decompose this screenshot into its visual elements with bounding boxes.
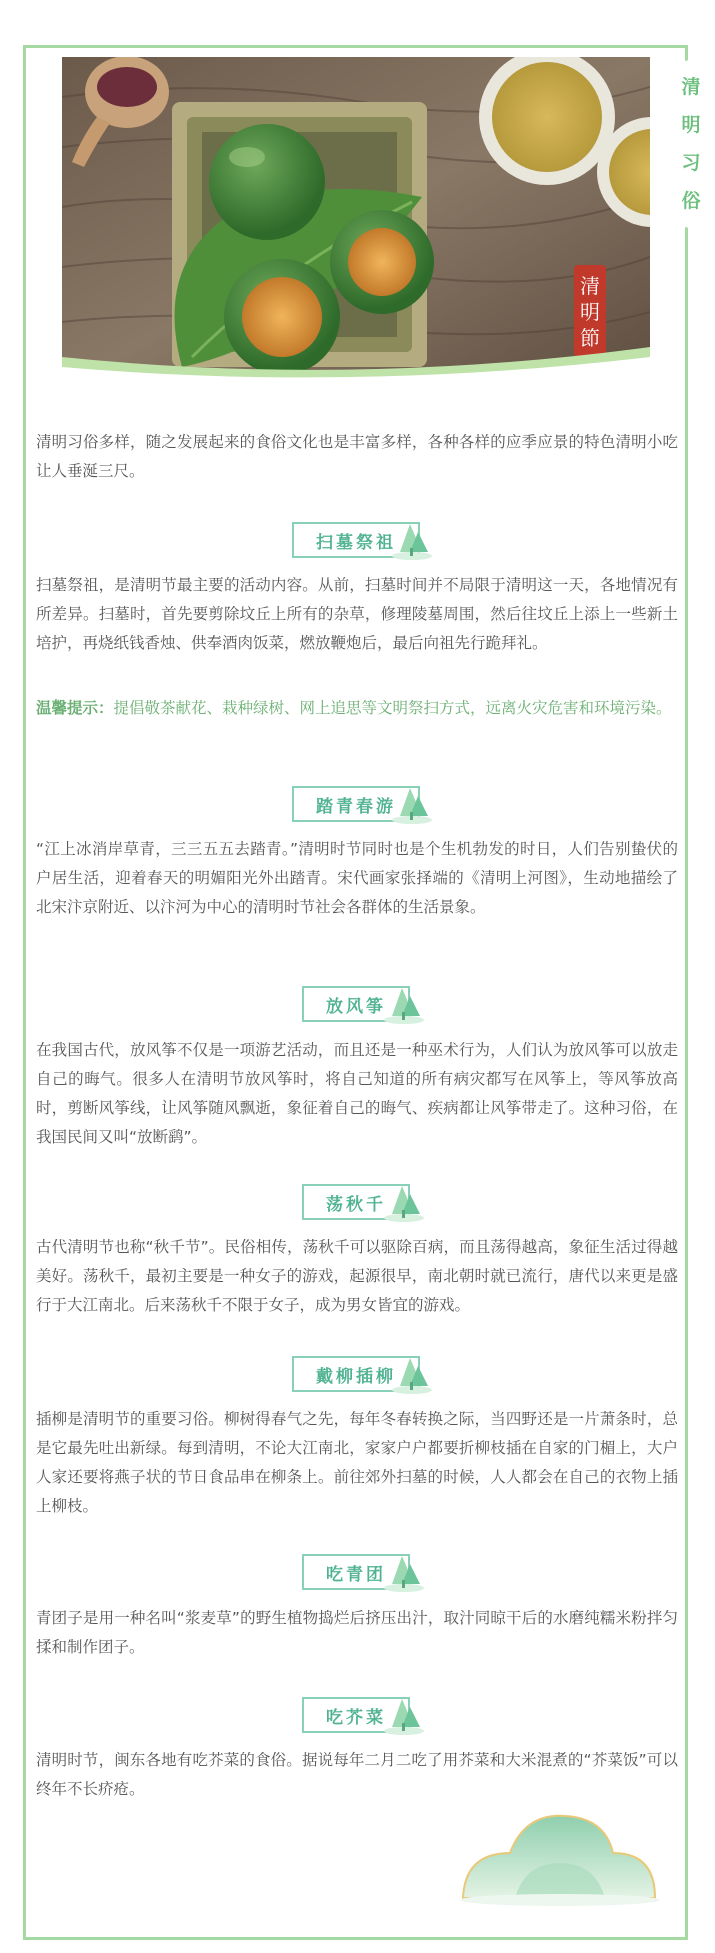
section-paragraph: “江上冰消岸草青，三三五五去踏青。”清明时节同时也是个生机勃发的时日，人们告别蛰伏的户居生活，迎着春天的明媚阳光外出踏青。宋代画家张择端的《清明上河图》，生动地描绘了北宋汴京附近、以汴河为中心的清明时节社会各群体的生活景象。 [36,840,678,916]
tip-text: 提倡敬茶献花、栽种绿树、网上追思等文明祭扫方式，远离火灾危害和环境污染。 [113,699,672,717]
section-paragraph: 在我国古代，放风筝不仅是一项游艺活动，而且还是一种巫术行为，人们认为放风筝可以放走自己的晦气。很多人在清明节放风筝时，将自己知道的所有病灾都写在风筝上，等风筝放高时，剪断风筝线，让风筝随风飘逝，象征着自己的晦气、疾病都让风筝带走了。这种习俗，在我国民间又叫“放断鹞”。 [36,1041,678,1146]
tree-icon [392,782,432,826]
section-heading-qingtuan [302,1550,410,1594]
section-paragraph: 古代清明节也称“秋千节”。民俗相传，荡秋千可以驱除百病，而且荡得越高，象征生活过得越美好。荡秋千，最初主要是一种女子的游戏，起源很早，南北朝时就已流行，唐代以来更是盛行于大江南北。后来荡秋千不限于女子，成为男女皆宜的游戏。 [36,1238,678,1314]
vertical-title-char: 清 [681,75,701,98]
section-heading-label: 扫墓祭祖 [292,522,420,558]
tree-icon [384,1693,424,1737]
tree-icon [392,518,432,562]
section-heading-label: 踏青春游 [292,786,420,822]
section-heading-label: 吃芥菜 [302,1697,410,1733]
section-heading-label: 戴柳插柳 [292,1356,420,1392]
section-heading-chaliu [292,1352,420,1396]
tree-icon [384,1550,424,1594]
section-heading-qiuqian [302,1180,410,1224]
tip-label: 温馨提示： [36,699,114,717]
tip-paragraph [36,694,678,723]
section-heading-jiecai [302,1693,410,1737]
tree-icon [392,1352,432,1396]
tree-icon [384,1180,424,1224]
vertical-title-char: 明 [681,113,701,136]
section-paragraph: 插柳是清明节的重要习俗。柳树得春气之先，每年冬春转换之际，当四野还是一片萧条时，总是它最先吐出新绿。每到清明，不论大江南北，家家户户都要折柳枝插在自家的门楣上，大户人家还要将燕子状的节日食品串在柳条上。前往郊外扫墓的时候，人人都会在自己的衣物上插上柳枝。 [36,1410,678,1515]
mountains-decoration [455,1808,665,1918]
vertical-title-char: 习 [681,151,701,174]
section-paragraph: 青团子是用一种名叫“浆麦草”的野生植物捣烂后挤压出汁，取汁同晾干后的水磨纯糯米粉拌匀揉和制作团子。 [36,1609,678,1656]
section-heading-saomu [292,518,420,562]
hero-illustration [62,57,650,387]
intro-paragraph: 清明习俗多样，随之发展起来的食俗文化也是丰富多样，各种各样的应季应景的特色清明小吃让人垂涎三尺。 [36,433,678,480]
section-paragraph: 清明时节，闽东各地有吃芥菜的食俗。据说每年二月二吃了用芥菜和大米混煮的“芥菜饭”可以终年不长疥疮。 [36,1751,678,1798]
seal-stamp [574,265,606,357]
section-heading-label: 荡秋千 [302,1184,410,1220]
seal-char: 清明節 [580,274,600,350]
section-paragraph: 扫墓祭祖，是清明节最主要的活动内容。从前，扫墓时间并不局限于清明这一天，各地情况有所差异。扫墓时，首先要剪除坟丘上所有的杂草，修理陵墓周围，然后往坟丘上添上一些新土培护，再烧纸钱香烛、供奉酒肉饭菜，燃放鞭炮后，最后向祖先行跪拜礼。 [36,576,678,652]
tree-icon [384,982,424,1026]
section-heading-label: 放风筝 [302,986,410,1022]
section-heading-taqing [292,782,420,826]
section-heading-label: 吃青团 [302,1554,410,1590]
vertical-title-char: 俗 [681,189,701,212]
section-heading-fengzheng [302,982,410,1026]
vertical-title [672,60,710,228]
